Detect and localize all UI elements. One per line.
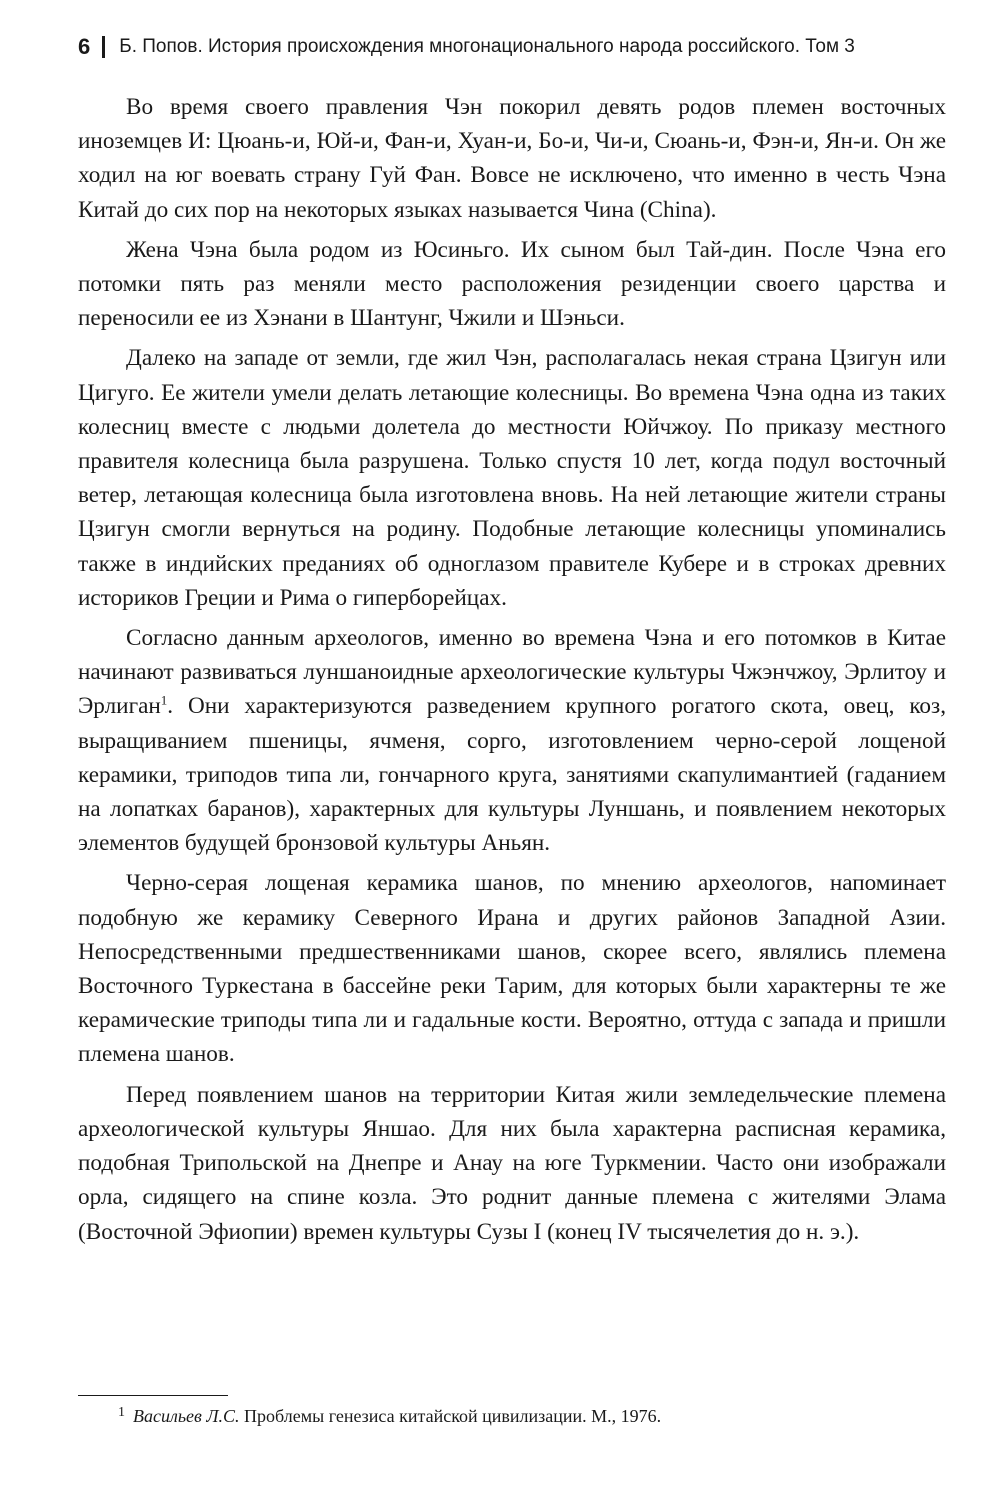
paragraph: Жена Чэна была родом из Юсиньго. Их сыном был Тай-дин. После Чэна его потомки пять раз меняли место расположения резиденции своего царства и переносили ее из Хэнани в Шантунг, Чжили и Шэньси.: [78, 236, 946, 332]
paragraph: Во время своего правления Чэн покорил девять родов племен восточных иноземцев И: Цюань-и, Юй-и, Фан-и, Хуан-и, Бо-и, Чи-и, Сюань-и, Фэн-и, Ян-и. Он же ходил на юг воевать страну Гуй Фан. Вовсе не исключено, что именно в честь Чэна Китай до сих пор на некоторых языках называется Чина (China).: [78, 94, 946, 223]
paragraph: Черно-серая лощеная керамика шанов, по мнению археологов, напоминает подобную же керамику Северного Ирана и других районов Западной Азии. Непосредственными предшественниками шанов, скорее всего, являлись племена Восточного Туркестана в бассейне реки Тарим, для которых были характерны те же керамические триподы типа ли и гадальные кости. Вероятно, оттуда с запада и пришли племена шанов.: [78, 870, 946, 1068]
footnote: [118, 1404, 938, 1431]
running-title: Б. Попов. История происхождения многонационального народа российского. Том 3: [119, 36, 855, 57]
paragraph-text: . Они характеризуются разведением крупного рогатого скота, овец, коз, выращиванием пшеницы, ячменя, сорго, изготовлением черно-серой лощеной керамики, триподов типа ли, гончарного круга, занятиями скапулимантией (гаданием на лопатках баранов), характерных для культуры Луншань, и появлением некоторых элементов будущей бронзовой культуры Аньян.: [78, 693, 946, 857]
footnote-mark: 1: [118, 1405, 125, 1420]
page-header: [78, 30, 938, 64]
footnote-author: Васильев Л.С.: [133, 1406, 240, 1426]
main-text: [78, 90, 946, 1255]
footnote-reference: 1: [160, 692, 168, 708]
paragraph: Перед появлением шанов на территории Китая жили земледельческие племена археологической культуры Яншао. Для них была характерна расписная керамика, подобная Трипольской на Днепре и Анау на юге Туркмении. Часто они изображали орла, сидящего на спине козла. Это роднит данные племена с жителями Элама (Восточной Эфиопии) времен культуры Сузы I (конец IV тысячелетия до н. э.).: [78, 1081, 946, 1245]
paragraph: [78, 621, 946, 860]
footnote-text: Проблемы генезиса китайской цивилизации. М., 1976.: [239, 1406, 662, 1426]
header-separator: [102, 36, 105, 58]
footnote-divider: [78, 1395, 228, 1396]
page-number: 6: [78, 34, 91, 59]
paragraph-text: Согласно данным археологов, именно во времена Чэна и его потомков в Китае начинают развиваться луншаноидные археологические культуры Чжэнчжоу, Эрлитоу и Эрлиган: [78, 625, 946, 720]
paragraph: Далеко на западе от земли, где жил Чэн, располагалась некая страна Цзигун или Цигуго. Ее жители умели делать летающие колесницы. Во времена Чэна одна из таких колесниц вместе с людьми долетела до местности Юйчжоу. По приказу местного правителя колесница была разрушена. Только спустя 10 лет, когда подул восточный ветер, летающая колесница была изготовлена вновь. На ней летающие жители страны Цзигун смогли вернуться на родину. Подобные летающие колесницы упоминались также в индийских преданиях об одноглазом правителе Кубере и в строках древних историков Греции и Рима о гиперборейцах.: [78, 345, 946, 611]
